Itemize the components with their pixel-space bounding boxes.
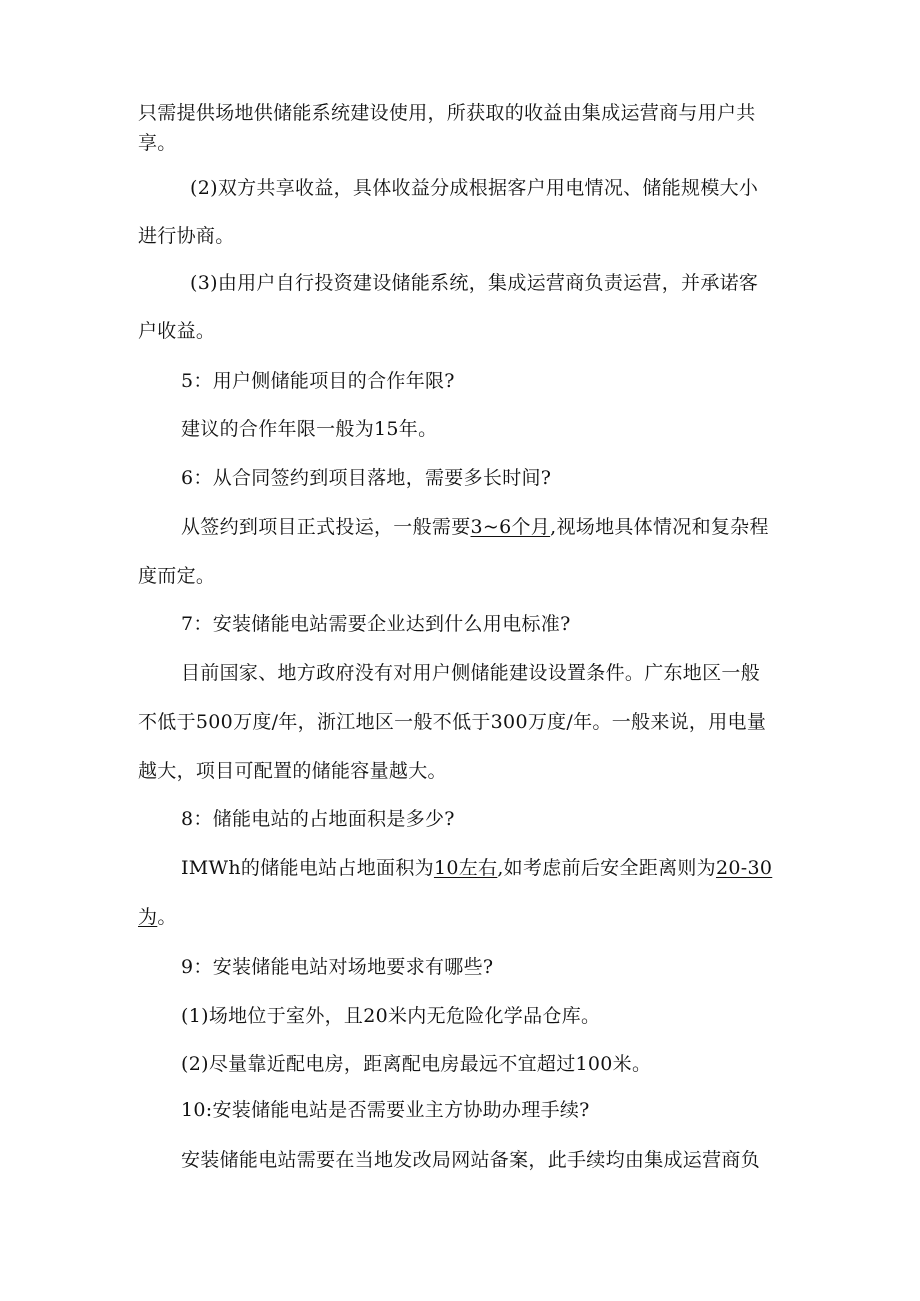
answer-9-item-2: (2)尽量靠近配电房，距离配电房最远不宜超过100米。 xyxy=(181,1053,652,1075)
answer-6-line-1 xyxy=(181,515,769,539)
question-9-heading: 9：安装储能电站对场地要求有哪些? xyxy=(181,956,494,978)
answer-8-text-a: IMWh的储能电站占地面积为 xyxy=(181,857,434,879)
item-2-line-1: (2)双方共享收益，具体收益分成根据客户用电情况、储能规模大小 xyxy=(190,177,759,199)
area-underlined: 10左右 xyxy=(433,857,498,879)
answer-7-line-1: 目前国家、地方政府没有对用户侧储能建设设置条件。广东地区一般 xyxy=(181,662,761,684)
answer-8-underlined-tail: 为 xyxy=(138,906,158,928)
answer-9-item-1: (1)场地位于室外，且20米内无危险化学品仓库。 xyxy=(181,1005,601,1027)
answer-7-line-2: 不低于500万度/年，浙江地区一般不低于300万度/年。一般来说，用电量 xyxy=(138,711,767,733)
item-2-line-2: 进行协商。 xyxy=(138,225,235,247)
answer-5: 建议的合作年限一般为15年。 xyxy=(181,418,438,440)
answer-6-text-a: 从签约到项目正式投运，一般需要 xyxy=(181,516,471,538)
answer-6-text-b: ,视场地具体情况和复杂程 xyxy=(550,516,769,538)
paragraph-line-2: 享。 xyxy=(138,132,177,154)
question-7-heading: 7：安装储能电站需要企业达到什么用电标准? xyxy=(181,613,571,635)
answer-8-line-1 xyxy=(181,856,772,880)
answer-8-line-2 xyxy=(138,905,177,929)
duration-underlined: 3~6个月 xyxy=(470,516,551,538)
answer-8-text-b: ,如考虑前后安全距离则为 xyxy=(497,857,716,879)
question-5-heading: 5：用户侧储能项目的合作年限? xyxy=(181,370,455,392)
answer-7-line-3: 越大，项目可配置的储能容量越大。 xyxy=(138,760,447,782)
question-6-heading: 6：从合同签约到项目落地，需要多长时间? xyxy=(181,467,552,489)
answer-10-line-1: 安装储能电站需要在当地发改局网站备案，此手续均由集成运营商负 xyxy=(181,1149,761,1171)
question-10-heading: 10:安装储能电站是否需要业主方协助办理手续? xyxy=(181,1099,590,1121)
distance-underlined: 20-30 xyxy=(715,857,773,879)
paragraph-line-1: 只需提供场地供储能系统建设使用，所获取的收益由集成运营商与用户共 xyxy=(138,102,756,124)
item-3-line-1: (3)由用户自行投资建设储能系统，集成运营商负责运营，并承诺客 xyxy=(190,272,759,294)
answer-6-line-2: 度而定。 xyxy=(138,565,216,587)
question-8-heading: 8：储能电站的占地面积是多少? xyxy=(181,808,455,830)
answer-8-period: 。 xyxy=(157,906,177,928)
item-3-line-2: 户收益。 xyxy=(138,320,216,342)
